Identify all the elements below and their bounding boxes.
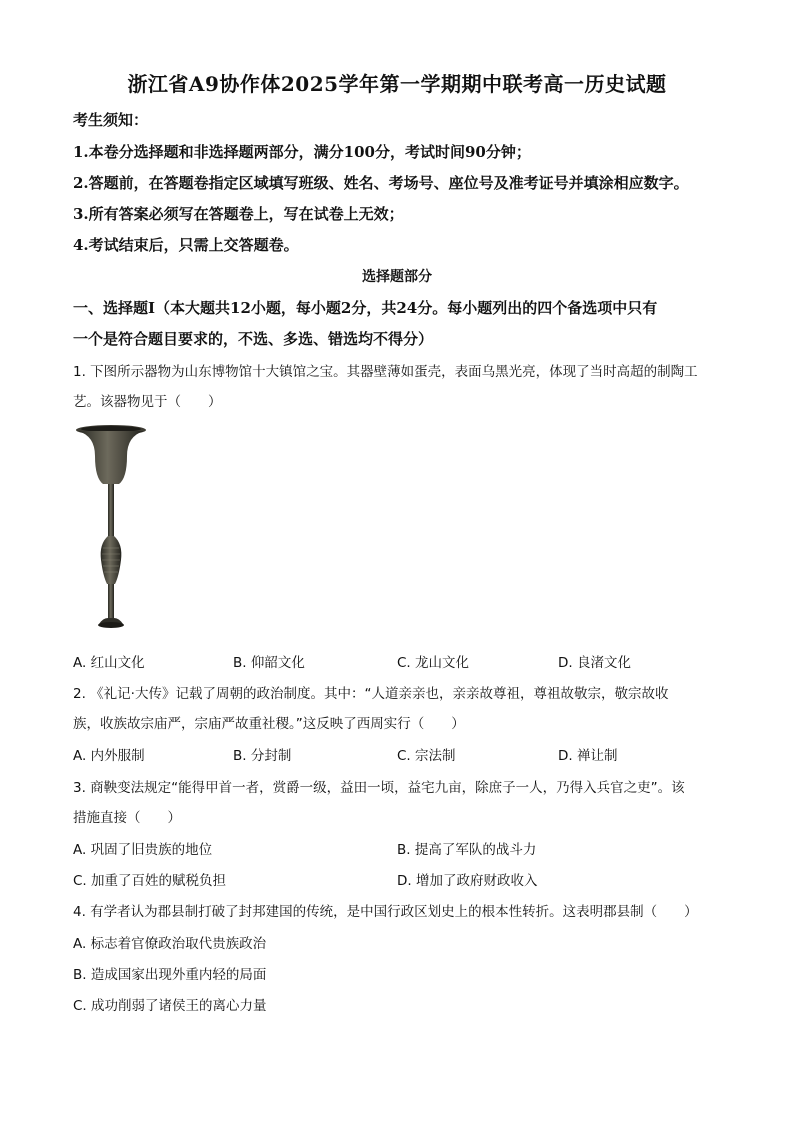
question-stem: 族，收族故宗庙严，宗庙严故重社稷。”这反映了西周实行（ ）	[73, 716, 465, 732]
notice-item: 1.本卷分选择题和非选择题两部分，满分100分，考试时间90分钟；	[73, 143, 531, 161]
notice-item: 3.所有答案必须写在答题卷上，写在试卷上无效；	[73, 205, 404, 223]
section-intro-line: 一个是符合题目要求的，不选、多选、错选均不得分）	[73, 330, 434, 348]
question-stem: 4. 有学者认为郡县制打破了封邦建国的传统，是中国行政区划史上的根本性转折。这表明郡县制（ ）	[73, 904, 698, 920]
option-d[interactable]: D. 良渚文化	[558, 655, 631, 671]
question-stem: 艺。该器物见于（ ）	[73, 394, 222, 410]
option-c[interactable]: C. 加重了百姓的赋税负担	[73, 873, 227, 889]
option-b[interactable]: B. 造成国家出现外重内轻的局面	[73, 967, 267, 983]
black-pottery-cup-image	[73, 420, 159, 636]
option-b[interactable]: B. 分封制	[233, 748, 292, 764]
notice-heading: 考生须知：	[73, 111, 149, 129]
option-b[interactable]: B. 仰韶文化	[233, 655, 305, 671]
option-c[interactable]: C. 成功削弱了诸侯王的离心力量	[73, 998, 267, 1014]
notice-item: 4.考试结束后，只需上交答题卷。	[73, 236, 299, 254]
page-title: 浙江省A9协作体2025学年第一学期期中联考高一历史试题	[127, 72, 667, 96]
option-c[interactable]: C. 龙山文化	[397, 655, 470, 671]
option-d[interactable]: D. 增加了政府财政收入	[397, 873, 538, 889]
question-stem: 2. 《礼记·大传》记载了周朝的政治制度。其中：“人道亲亲也，亲亲故尊祖，尊祖故敬宗，敬宗故收	[73, 686, 669, 702]
option-c[interactable]: C. 宗法制	[397, 748, 456, 764]
question-stem: 措施直接（ ）	[73, 810, 181, 826]
option-a[interactable]: A. 标志着官僚政治取代贵族政治	[73, 936, 267, 952]
option-a[interactable]: A. 内外服制	[73, 748, 145, 764]
section-intro-line: 一、选择题Ⅰ（本大题共12小题，每小题2分，共24分。每小题列出的四个备选项中只有	[73, 299, 658, 317]
question-stem: 1. 下图所示器物为山东博物馆十大镇馆之宝。其器壁薄如蛋壳，表面乌黑光亮，体现了当时高超的制陶工	[73, 364, 698, 380]
option-b[interactable]: B. 提高了军队的战斗力	[397, 842, 537, 858]
section-title: 选择题部分	[362, 269, 432, 285]
question-stem: 3. 商鞅变法规定“能得甲首一者，赏爵一级，益田一顷，益宅九亩，除庶子一人，乃得入兵官之吏”。该	[73, 780, 685, 796]
option-d[interactable]: D. 禅让制	[558, 748, 618, 764]
option-a[interactable]: A. 巩固了旧贵族的地位	[73, 842, 213, 858]
option-a[interactable]: A. 红山文化	[73, 655, 145, 671]
notice-item: 2.答题前，在答题卷指定区域填写班级、姓名、考场号、座位号及准考证号并填涂相应数字。	[73, 174, 689, 192]
